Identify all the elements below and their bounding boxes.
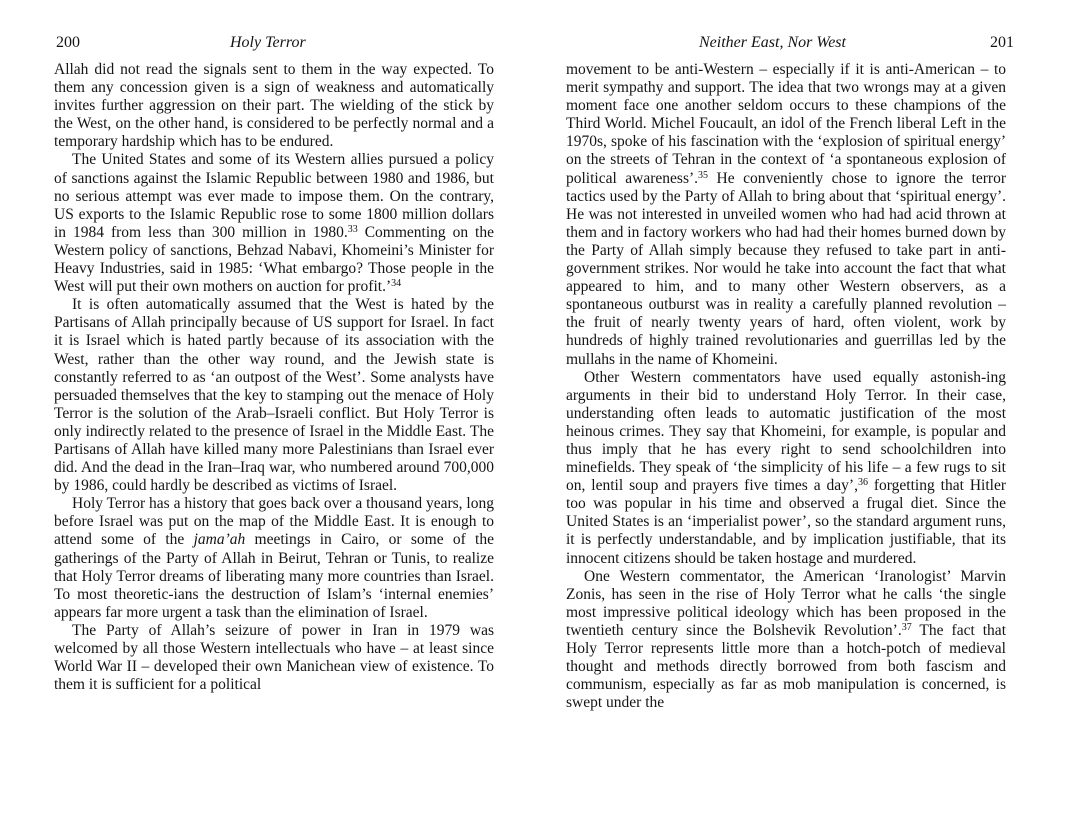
text-run: meetings in Cairo, or some of the gatherings of the Party of Allah in Beirut, Tehran or Tunis, to realize that Holy Terror dreams of liberating many more countries than Israel. To most theoretic-ians the destruction of Islam’s ‘internal enemies’ appears far more urgent a task than the elimination of Israel. (54, 531, 494, 621)
right-page (566, 32, 1014, 712)
text-run: The United States and some of its Western allies pursued a policy of sanctions against the Islamic Republic between 1980 and 1986, but no serious attempt was ever made to impose them. On the contrary, US exports to the Islamic Republic rose to some 1800 million dollars in 1984 from less than 300 million in 1980. (54, 151, 494, 241)
text-run: The fact that Holy Terror represents little more than a hotch-potch of medieval thought and methods directly borrowed from both fascism and communism, especially as far as mob manipulation is concerned, is swept under the (566, 621, 1006, 712)
text-run: Other Western commentators have used equally astonish-ing arguments in their bid to understand Holy Terror. In their case, understanding often leads to automatic justification of the most heinous crimes. They say that Khomeini, for example, is popular and thus imply that he has every right to send schoolchildren into minefields. They speak of ‘the simplicity of his life – a few rugs to sit on, lentil soup and prayers five times a day’, (566, 368, 1006, 495)
paragraph (54, 296, 494, 495)
text-run: Allah did not read the signals sent to them in the way expected. To them any concession given is a sign of weakness and automatically invites further aggression on their part. The wielding of the stick by the West, on the other hand, is considered to be perfectly normal and a temporary hardship which has to be endured. (54, 61, 494, 151)
page-number: 201 (990, 34, 1014, 51)
text-run: movement to be anti-Western – especially if it is anti-American – to merit sympathy and support. The idea that two wrongs may at a given moment face one another seldom occurs to these champions of the Third World. Michel Foucault, an idol of the French liberal Left in the 1970s, spoke of his fascination with the ‘explosion of spiritual energy’ on the streets of Tehran in the context of ‘a spontaneous explosion of political awareness’. (566, 61, 1006, 187)
left-page-header (54, 32, 494, 54)
paragraph (566, 61, 1006, 369)
footnote-ref: 37 (901, 621, 912, 633)
text-run: Commenting on the Western policy of sanctions, Behzad Nabavi, Khomeini’s Minister for Heavy Industries, said in 1985: ‘What embargo? Those people in the West will put their own mothers on auction for profit.’ (54, 223, 494, 296)
text-run: He conveniently chose to ignore the terror tactics used by the Party of Allah to bring about that ‘spiritual energy’. He was not interested in unveiled women who had had acid thrown at them and in factory workers who had had their homes burned down by the Party of Allah simply because they refused to take part in anti-government strikes. Nor would he take into account the fact that what appeared to him, and to many other Western observers, as a spontaneous outburst was in reality a carefully planned revolution – the fruit of nearly twenty years of hard, often violent, work by hundreds of highly trained revolutionaries and guerrillas led by the mullahs in the name of Khomeini. (566, 169, 1007, 368)
paragraph (566, 568, 1006, 713)
page-number: 200 (56, 34, 80, 51)
footnote-ref: 33 (347, 223, 358, 235)
left-page (54, 32, 494, 694)
footnote-ref: 36 (857, 477, 868, 489)
right-page-header (566, 32, 1014, 54)
text-run: forgetting that Hitler too was popular in his time and observed a frugal diet. Since the United States is an ‘imperialist power’, so the standard argument runs, it is perfectly understandable, and by implication justifiable, that its innocent citizens should be taken hostage and murdered. (566, 477, 1006, 567)
text-run: Holy Terror has a history that goes back over a thousand years, long before Israel was put on the map of the Middle East. It is enough to attend some of the (54, 495, 494, 549)
footnote-ref: 35 (698, 169, 709, 181)
right-page-body (566, 61, 1006, 712)
paragraph (54, 622, 494, 694)
footnote-ref: 34 (391, 278, 402, 290)
paragraph (54, 61, 494, 151)
text-run: The Party of Allah’s seizure of power in Iran in 1979 was welcomed by all those Western intellectuals who have – at least since World War II – developed their own Manichean view of existence. To them it is sufficient for a political (54, 621, 494, 694)
text-run: It is often automatically assumed that the West is hated by the Partisans of Allah principally because of US support for Israel. In fact it is Israel which is hated partly because of its association with the West, rather than the other way round, and the Jewish state is constantly referred to as ‘an outpost of the West’. Some analysts have persuaded themselves that the key to stamping out the menace of Holy Terror is the solution of the Arab–Israeli conflict. But Holy Terror is only indirectly related to the presence of Israel in the Middle East. The Partisans of Allah have killed many more Palestinians than Israel ever did. And the dead in the Iran–Iraq war, who numbered around 700,000 by 1986, could hardly be described as victims of Israel. (54, 296, 494, 495)
paragraph (54, 151, 494, 296)
paragraph (566, 369, 1006, 568)
italic-term: jama’ah (193, 531, 246, 549)
running-title: Holy Terror (230, 34, 306, 51)
text-run: One Western commentator, the American ‘Iranologist’ Marvin Zonis, has seen in the rise of Holy Terror what he calls ‘the single most impressive political ideology which has been proposed in the twentieth century since the Bolshevik Revolution’. (566, 567, 1006, 639)
paragraph (54, 495, 494, 622)
running-title: Neither East, Nor West (699, 34, 846, 51)
left-page-body (54, 61, 494, 694)
